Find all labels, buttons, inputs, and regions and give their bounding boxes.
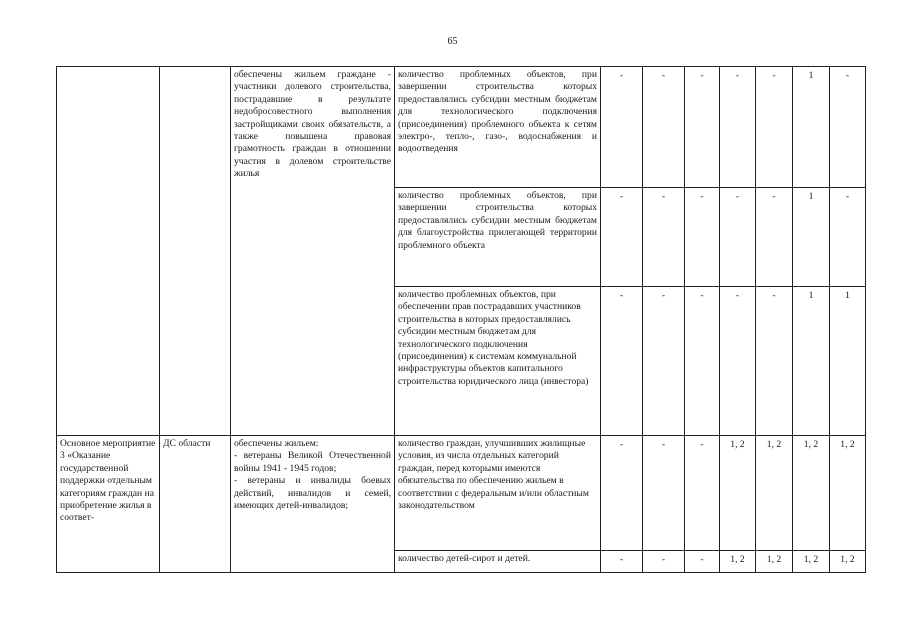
year-mark-cell: - [601, 551, 643, 573]
year-mark-cell: - [685, 188, 720, 287]
indicator-cell: количество проблемных объектов, при завершении строительства которых предоставлялись субсидии местным бюджетам для благоустройства прилегающей территории проблемного объекта [395, 188, 601, 287]
year-mark-cell: - [643, 287, 685, 436]
year-mark-cell: 1, 2 [720, 551, 756, 573]
year-mark-cell: 1, 2 [756, 436, 793, 551]
year-mark-cell: 1 [793, 67, 830, 188]
indicator-cell: количество проблемных объектов, при обеспечении прав пострадавших участников строительства в которых предоставлялись субсидии местным бюджетам для технологического подключения (присоединения) к системам коммунальной инфраструктуры объектов капитального строительства юридического лица (инвестора) [395, 287, 601, 436]
indicator-cell: количество граждан, улучшивших жилищные условия, из числа отдельных категорий граждан, перед которыми имеются обязательства по обеспечению жильем в соответствии с федеральным и/или областным законодательством [395, 436, 601, 551]
result-cell: обеспечены жильем: - ветераны Великой Отечественной войны 1941 - 1945 годов; - ветераны и инвалиды боевых действий, инвалидов и семей, имеющих детей-инвалидов; [231, 436, 395, 573]
year-mark-cell: - [756, 67, 793, 188]
year-mark-cell: 1 [793, 287, 830, 436]
year-mark-cell: - [756, 287, 793, 436]
activity-cell [57, 67, 160, 436]
year-mark-cell: - [720, 67, 756, 188]
year-mark-cell: - [643, 67, 685, 188]
year-mark-cell: - [601, 188, 643, 287]
year-mark-cell: - [720, 287, 756, 436]
year-mark-cell: - [685, 551, 720, 573]
year-mark-cell: - [720, 188, 756, 287]
year-mark-cell: - [830, 188, 866, 287]
year-mark-cell: - [643, 551, 685, 573]
year-mark-cell: - [685, 436, 720, 551]
year-mark-cell: 1, 2 [793, 551, 830, 573]
year-mark-cell: 1 [830, 287, 866, 436]
table-row [57, 436, 866, 551]
executor-cell: ДС области [160, 436, 231, 573]
year-mark-cell: - [756, 188, 793, 287]
year-mark-cell: - [643, 436, 685, 551]
result-cell: обеспечены жильем граждане - участники долевого строительства, пострадавшие в результате недобросовестного выполнения застройщиками своих обязательств, а также повышена правовая грамотность граждан в отношении участия в долевом строительстве жилья [231, 67, 395, 436]
indicator-cell: количество детей-сирот и детей. [395, 551, 601, 573]
executor-cell [160, 67, 231, 436]
year-mark-cell: 1, 2 [830, 436, 866, 551]
year-mark-cell: - [685, 287, 720, 436]
year-mark-cell: 1, 2 [793, 436, 830, 551]
year-mark-cell: 1, 2 [720, 436, 756, 551]
program-table [56, 66, 866, 573]
year-mark-cell: - [601, 436, 643, 551]
activity-cell: Основное мероприятие 3 «Оказание государственной поддержки отдельным категориям граждан на приобретение жилья в соответ- [57, 436, 160, 573]
table-row [57, 67, 866, 188]
year-mark-cell: - [601, 287, 643, 436]
year-mark-cell: - [643, 188, 685, 287]
year-mark-cell: - [601, 67, 643, 188]
indicator-cell: количество проблемных объектов, при завершении строительства которых предоставлялись субсидии местным бюджетам для технологического подключения (присоединения) проблемного объекта к сетям электро-, тепло-, газо-, водоснабжения и водоотведения [395, 67, 601, 188]
year-mark-cell: 1 [793, 188, 830, 287]
page-number: 65 [447, 36, 458, 47]
year-mark-cell: - [830, 67, 866, 188]
year-mark-cell: 1, 2 [830, 551, 866, 573]
year-mark-cell: - [685, 67, 720, 188]
year-mark-cell: 1, 2 [756, 551, 793, 573]
